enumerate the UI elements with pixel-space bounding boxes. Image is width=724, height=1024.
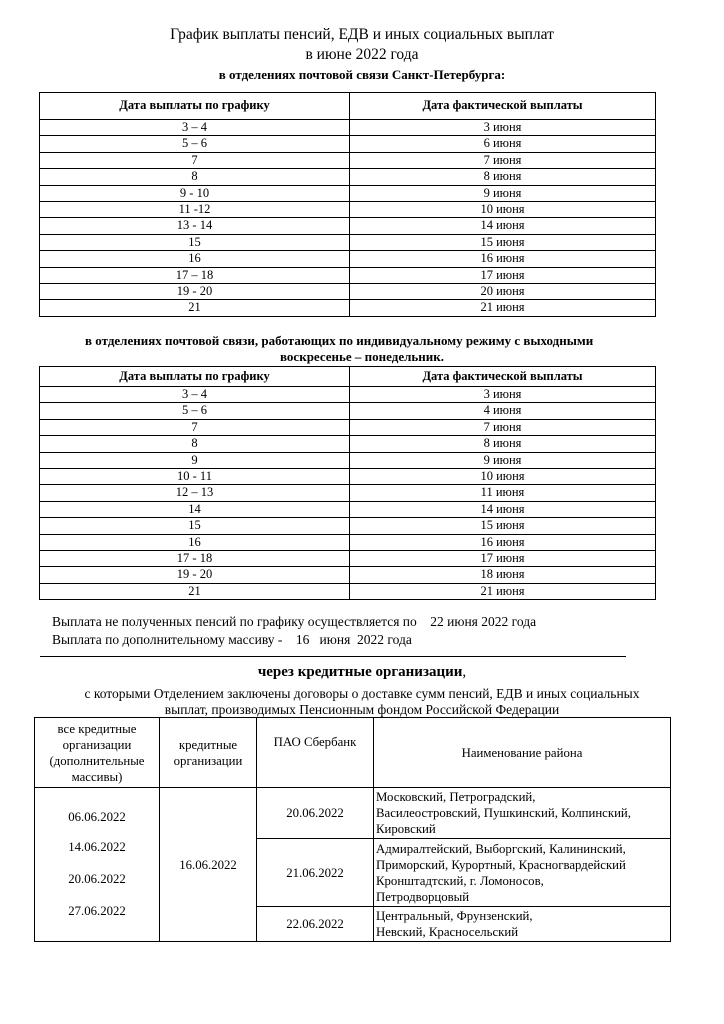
actual-date-cell: 15 июня [350, 518, 656, 534]
schedule-row [40, 300, 656, 316]
scheduled-date-cell: 14 [40, 501, 350, 517]
scheduled-date-cell: 16 [40, 251, 350, 267]
scheduled-date-cell: 5 – 6 [40, 136, 350, 152]
header-credit-orgs: кредитные организации [160, 718, 257, 788]
section2-heading-line1: в отделениях почтовой связи, работающих по индивидуальному режиму с выходными [85, 333, 594, 348]
section2-heading-line2: воскресенье – понедельник. [280, 349, 444, 364]
schedule-row [40, 551, 656, 567]
scheduled-date-cell: 21 [40, 300, 350, 316]
table1-header-actual: Дата фактической выплаты [350, 93, 656, 120]
scheduled-date-cell: 12 – 13 [40, 485, 350, 501]
all-orgs-dates-cell [35, 788, 160, 942]
table1-body [40, 120, 656, 317]
document-title-line2: в июне 2022 года [305, 46, 419, 63]
table1-header-scheduled: Дата выплаты по графику [40, 93, 350, 120]
schedule-row [40, 436, 656, 452]
schedule-row [40, 120, 656, 136]
note-additional-array: Выплата по дополнительному массиву - 16 июня 2022 года [52, 632, 412, 647]
schedule-row [40, 583, 656, 599]
actual-date-cell: 3 июня [350, 387, 656, 403]
schedule-row [40, 567, 656, 583]
scheduled-date-cell: 3 – 4 [40, 120, 350, 136]
actual-date-cell: 10 июня [350, 202, 656, 218]
scheduled-date-cell: 11 -12 [40, 202, 350, 218]
scheduled-date-cell: 19 - 20 [40, 284, 350, 300]
schedule-row [40, 234, 656, 250]
horizontal-divider [40, 656, 626, 657]
scheduled-date-cell: 19 - 20 [40, 567, 350, 583]
actual-date-cell: 16 июня [350, 534, 656, 550]
schedule-row [40, 169, 656, 185]
actual-date-cell: 7 июня [350, 152, 656, 168]
schedule-row [40, 419, 656, 435]
districts-row2: Адмиралтейский, Выборгский, Калининский, Приморский, Курортный, Красногвардейский Кронштадтский, г. Ломоносов, Петродворцовый [374, 839, 671, 907]
scheduled-date-cell: 15 [40, 518, 350, 534]
schedule-table-2 [39, 366, 656, 600]
all-orgs-date: 06.06.2022 [68, 809, 126, 824]
header-all-credit-orgs: все кредитные организации (дополнительные массивы) [35, 718, 160, 788]
actual-date-cell: 17 июня [350, 551, 656, 567]
schedule-row [40, 452, 656, 468]
actual-date-cell: 14 июня [350, 501, 656, 517]
table2-body [40, 387, 656, 600]
scheduled-date-cell: 7 [40, 152, 350, 168]
districts-row1: Московский, Петроградский, Василеостровский, Пушкинский, Колпинский, Кировский [374, 788, 671, 839]
actual-date-cell: 7 июня [350, 419, 656, 435]
actual-date-cell: 10 июня [350, 469, 656, 485]
credit-orgs-date: 16.06.2022 [160, 788, 257, 942]
sberbank-date-row3: 22.06.2022 [257, 907, 374, 942]
actual-date-cell: 21 июня [350, 300, 656, 316]
sberbank-date-row2: 21.06.2022 [257, 839, 374, 907]
schedule-row [40, 534, 656, 550]
schedule-row [40, 251, 656, 267]
schedule-row [40, 218, 656, 234]
scheduled-date-cell: 17 - 18 [40, 551, 350, 567]
schedule-row [40, 152, 656, 168]
scheduled-date-cell: 8 [40, 436, 350, 452]
actual-date-cell: 4 июня [350, 403, 656, 419]
credit-heading-text: через кредитные организации [257, 664, 463, 680]
schedule-row [40, 267, 656, 283]
actual-date-cell: 14 июня [350, 218, 656, 234]
scheduled-date-cell: 13 - 14 [40, 218, 350, 234]
actual-date-cell: 8 июня [350, 169, 656, 185]
scheduled-date-cell: 8 [40, 169, 350, 185]
schedule-row [40, 387, 656, 403]
header-district-name: Наименование района [374, 718, 671, 788]
credit-subheading-line2: выплат, производимых Пенсионным фондом Российской Федерации [164, 702, 560, 717]
credit-heading [0, 664, 724, 681]
actual-date-cell: 20 июня [350, 284, 656, 300]
sberbank-date-row1: 20.06.2022 [257, 788, 374, 839]
section1-heading: в отделениях почтовой связи Санкт-Петербурга: [218, 67, 506, 82]
document-title-line1: График выплаты пенсий, ЕДВ и иных социальных выплат [170, 26, 554, 43]
actual-date-cell: 6 июня [350, 136, 656, 152]
schedule-row [40, 202, 656, 218]
scheduled-date-cell: 10 - 11 [40, 469, 350, 485]
actual-date-cell: 15 июня [350, 234, 656, 250]
scheduled-date-cell: 9 - 10 [40, 185, 350, 201]
all-orgs-date: 27.06.2022 [68, 903, 126, 918]
actual-date-cell: 9 июня [350, 452, 656, 468]
schedule-row [40, 501, 656, 517]
credit-organizations-table [34, 717, 671, 942]
actual-date-cell: 17 июня [350, 267, 656, 283]
scheduled-date-cell: 21 [40, 583, 350, 599]
scheduled-date-cell: 9 [40, 452, 350, 468]
actual-date-cell: 18 июня [350, 567, 656, 583]
schedule-row [40, 185, 656, 201]
note-unpaid-pensions: Выплата не полученных пенсий по графику осуществляется по 22 июня 2022 года [52, 614, 537, 629]
table2-header-actual: Дата фактической выплаты [350, 367, 656, 387]
actual-date-cell: 9 июня [350, 185, 656, 201]
districts-row3: Центральный, Фрунзенский, Невский, Красносельский [374, 907, 671, 942]
table2-header-scheduled: Дата выплаты по графику [40, 367, 350, 387]
actual-date-cell: 8 июня [350, 436, 656, 452]
actual-date-cell: 21 июня [350, 583, 656, 599]
scheduled-date-cell: 15 [40, 234, 350, 250]
credit-subheading-line1: с которыми Отделением заключены договоры о доставке сумм пенсий, ЕДВ и иных социальных [84, 686, 640, 701]
scheduled-date-cell: 16 [40, 534, 350, 550]
schedule-row [40, 136, 656, 152]
schedule-row [40, 518, 656, 534]
schedule-row [40, 284, 656, 300]
credit-heading-comma: , [462, 664, 467, 680]
actual-date-cell: 11 июня [350, 485, 656, 501]
actual-date-cell: 3 июня [350, 120, 656, 136]
scheduled-date-cell: 7 [40, 419, 350, 435]
scheduled-date-cell: 5 – 6 [40, 403, 350, 419]
schedule-row [40, 485, 656, 501]
scheduled-date-cell: 3 – 4 [40, 387, 350, 403]
header-sberbank: ПАО Сбербанк [257, 718, 374, 788]
schedule-row [40, 403, 656, 419]
scheduled-date-cell: 17 – 18 [40, 267, 350, 283]
schedule-row [40, 469, 656, 485]
all-orgs-date: 20.06.2022 [68, 871, 126, 886]
all-orgs-date: 14.06.2022 [68, 839, 126, 854]
actual-date-cell: 16 июня [350, 251, 656, 267]
schedule-table-1 [39, 92, 656, 317]
